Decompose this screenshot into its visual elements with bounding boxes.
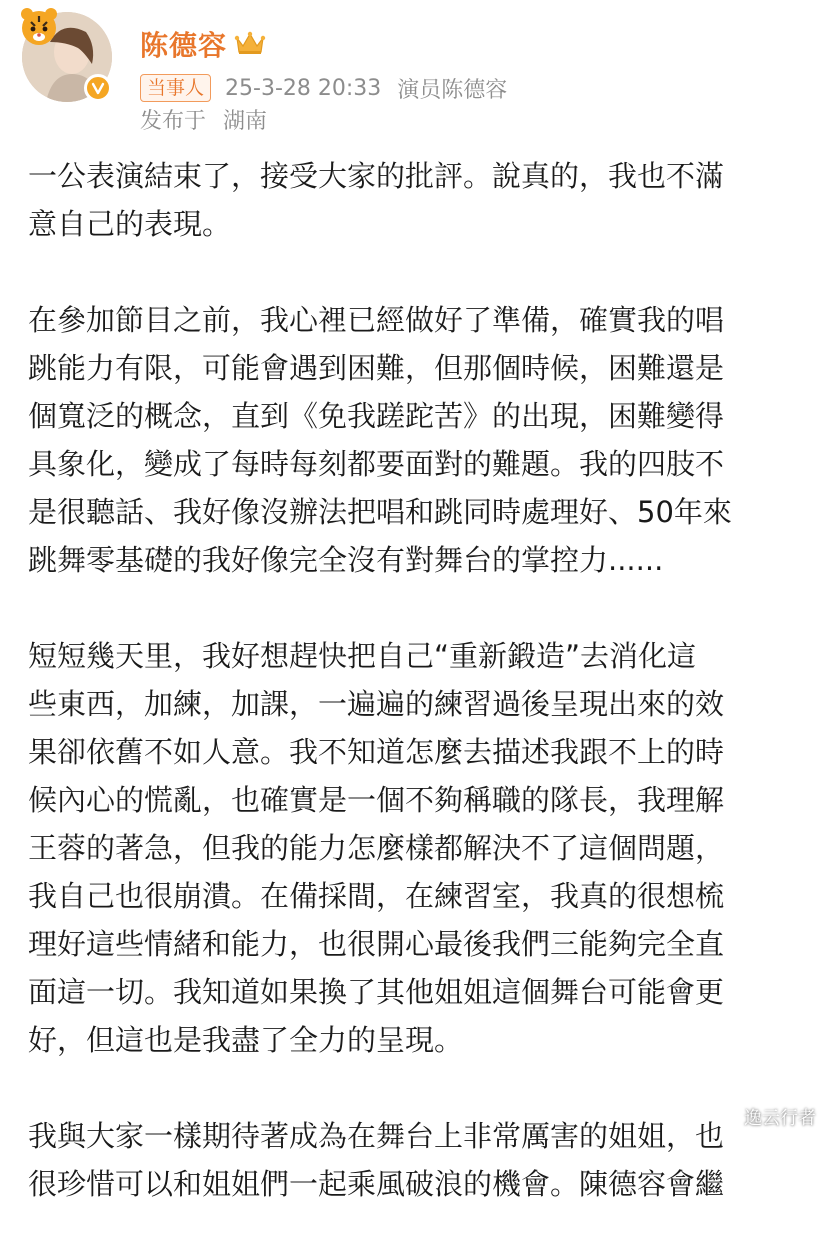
post-meta: [140, 72, 507, 104]
verified-badge-icon: [84, 74, 112, 102]
post-paragraph: 一公表演結束了，接受大家的批評。說真的，我也不滿 意自己的表現。: [28, 159, 725, 241]
watermark: [716, 1104, 816, 1130]
avatar-container[interactable]: [22, 12, 118, 108]
crown-icon: [234, 30, 266, 56]
tiger-sticker-icon: [16, 4, 62, 50]
post-source[interactable]: 演员陈德容: [397, 77, 508, 103]
author-name[interactable]: 陈德容: [140, 29, 228, 62]
location-name: 湖南: [223, 109, 268, 134]
post-paragraph: 短短幾天里，我好想趕快把自己“重新鍛造”去消化這 些東西，加練，加課，一遍遍的練習過後呈現出來的效 果卻依舊不如人意。我不知道怎麼去描述我跟不上的時 候內心的慌亂，也確實是一個不夠稱職的隊長，我理解 王蓉的著急，但我的能力怎麼樣都解決不了這個問題， 我自己也很崩潰。在備採間，在練習室，我真的很想梳 理好這些情緒和能力，也很開心最後我們三能夠完全直 面這一切。我知道如果換了其他姐姐這個舞台可能會更 好，但這也是我盡了全力的呈現。: [28, 639, 725, 1057]
watermark-text: 逸云行者: [744, 1108, 816, 1129]
location-prefix: 发布于: [140, 109, 207, 134]
post-paragraph: 我與大家一樣期待著成為在舞台上非常厲害的姐姐，也 很珍惜可以和姐姐們一起乘風破浪的機會。陳德容會繼: [28, 1119, 725, 1201]
watermark-logo-icon: [716, 1106, 738, 1128]
role-tag: 当事人: [140, 74, 211, 102]
post-body: [28, 152, 808, 1256]
post-location: [140, 104, 267, 135]
post-timestamp: 25-3-28 20:33: [225, 75, 382, 101]
post-paragraph: 在參加節目之前，我心裡已經做好了準備，確實我的唱 跳能力有限，可能會遇到困難，但那個時候，困難還是 個寬泛的概念，直到《免我蹉跎苦》的出現，困難變得 具象化，變成了每時每刻都要面對的難題。我的四肢不 是很聽話、我好像沒辦法把唱和跳同時處理好、50年來 跳舞零基礎的我好像完全沒有對舞台的掌控力......: [28, 303, 732, 577]
post-header: [0, 0, 828, 150]
